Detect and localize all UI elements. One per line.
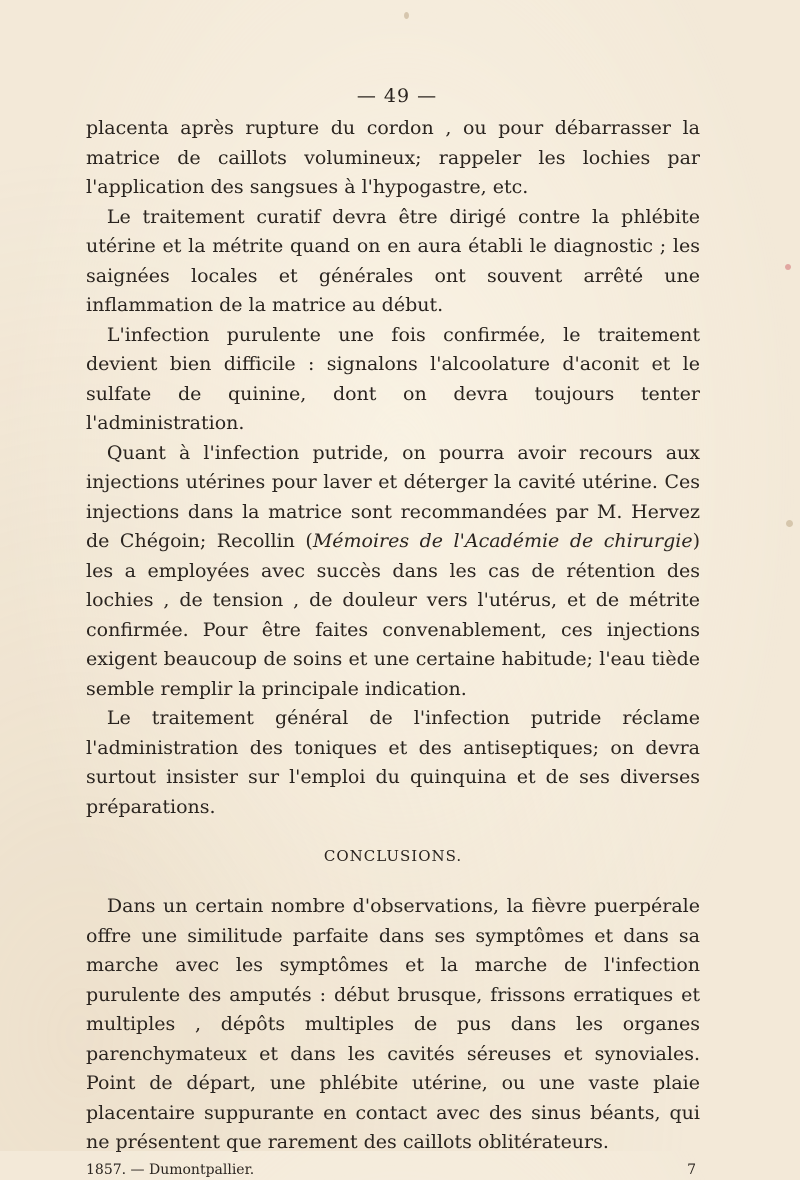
citation-title: Mémoires de l'Académie de chirurgie <box>312 530 693 552</box>
signature-footer-left: 1857. — Dumontpallier. <box>86 1161 255 1178</box>
signature-footer-right: 7 <box>687 1161 696 1178</box>
section-heading: CONCLUSIONS. <box>323 847 463 865</box>
paragraph-4 <box>86 439 700 705</box>
paper-speck <box>404 12 409 19</box>
paragraph-3: L'infection purulente une fois confirmée, le traitement devient bien difficile : signalons l'alcoolature d'aconit et le sulfate de quinine, dont on devra toujours tenter l'administration. <box>86 323 700 434</box>
paragraph-5: Le traitement général de l'infection putride réclame l'administration des toniques et des antiseptiques; on devra surtout insister sur l'emploi du quinquina et de ses diverses préparations. <box>86 707 700 818</box>
paragraph-4-text-before: Quant à l'infection putride, on pourra avoir recours aux injections utérines pour laver et déterger la cavité utérine. Ces injections dans la matrice sont recommandées par M. Hervez de Chégoin; Recollin ( <box>86 441 700 552</box>
page-number: — 49 — <box>356 85 438 107</box>
paragraph-1: placenta après rupture du cordon , ou pour débarrasser la matrice de caillots volumineux; rappeler les lochies par l'application des sangsues à l'hypogastre, etc. <box>86 117 700 198</box>
paragraph-6: Dans un certain nombre d'observations, la fièvre puerpérale offre une similitude parfaite dans ses symptômes et dans sa marche avec les symptômes et la marche de l'infection purulente des amputés : début brusque, frissons erratiques et multiples , dépôts multiples de pus dans les organes parenchymateux et dans les cavités séreuses et synoviales. Point de départ, une phlébite utérine, ou une vaste plaie placentaire suppurante en contact avec des sinus béants, qui ne présentent que rarement des caillots oblitérateurs. <box>86 895 700 1153</box>
document-page <box>86 82 700 1180</box>
paragraph-4-text-after: ) les a employées avec succès dans les cas de rétention des lochies , de tension , de douleur vers l'utérus, et de métrite confirmée. Pour être faites convenablement, ces injections exigent beaucoup de soins et une certaine habitude; l'eau tiède semble remplir la principale indication. <box>86 530 700 700</box>
signature-line <box>86 1160 700 1180</box>
paper-speck <box>785 264 791 270</box>
paragraph-2: Le traitement curatif devra être dirigé contre la phlébite utérine et la métrite quand on en aura établi le diagnostic ; les saignées locales et générales ont souvent arrêté une inflammation de la matrice au début. <box>86 205 700 316</box>
paper-speck <box>786 520 793 527</box>
